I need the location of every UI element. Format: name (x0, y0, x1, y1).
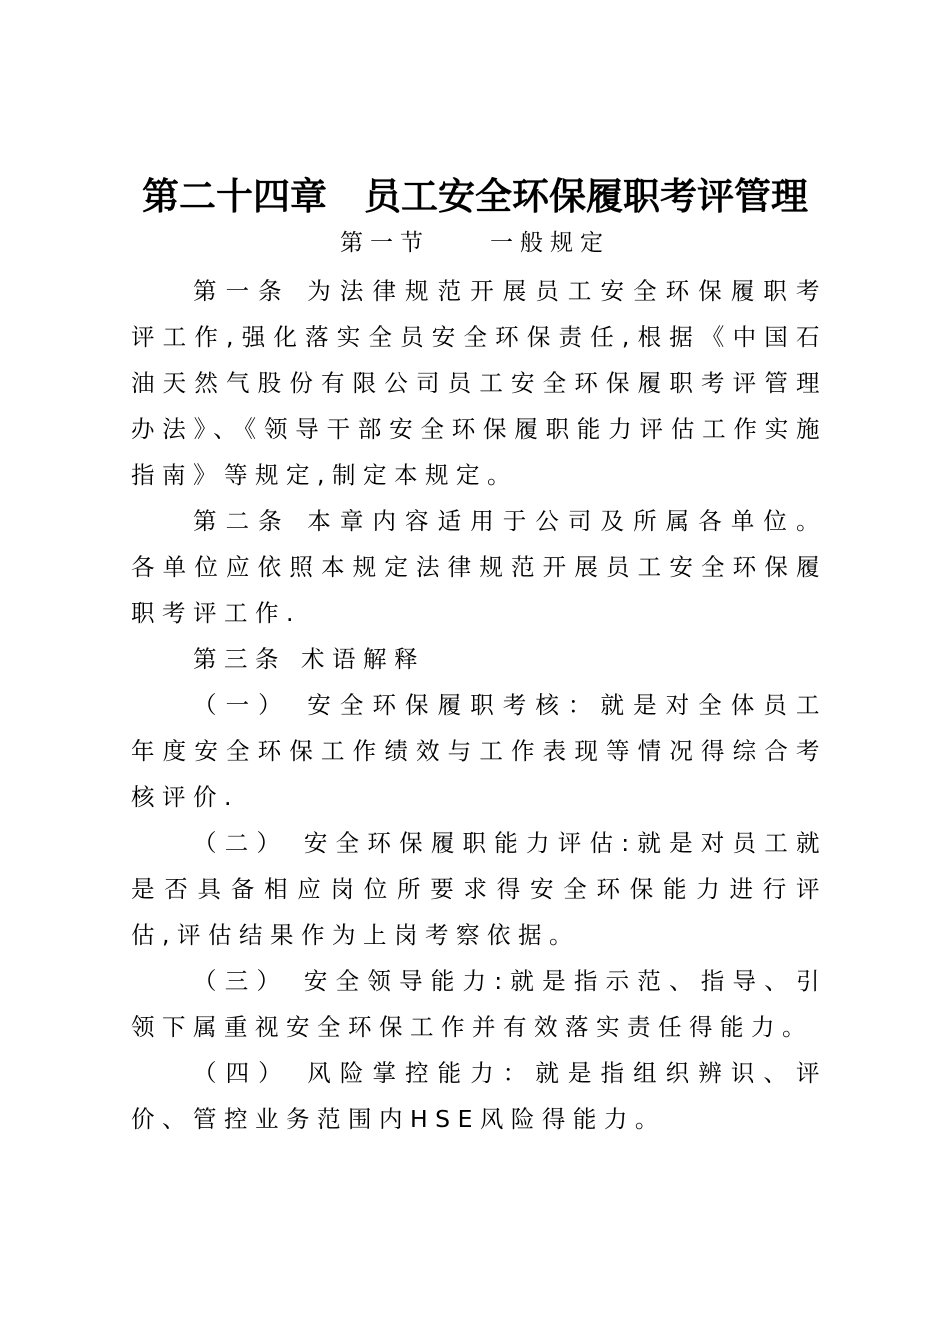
section-title: 第一节 一般规定 (340, 230, 610, 256)
term-3-paragraph: （三） 安全领导能力:就是指示范、指导、引领下属重视安全环保工作并有效落实责任得能力。 (131, 967, 827, 1041)
term-2-paragraph: （二） 安全环保履职能力评估:就是对员工就是否具备相应岗位所要求得安全环保能力进行评估,评估结果作为上岗考察依据。 (131, 829, 827, 949)
article-1-paragraph: 第一条 为法律规范开展员工安全环保履职考评工作,强化落实全员安全环保责任,根据《中国石油天然气股份有限公司员工安全环保履职考评管理办法》、《领导干部安全环保履职能力评估工作实施指南》等规定,制定本规定。 (131, 277, 827, 489)
term-1-paragraph: （一） 安全环保履职考核：就是对全体员工年度安全环保工作绩效与工作表现等情况得综合考核评价. (131, 691, 827, 811)
document-body (131, 268, 827, 1142)
article-3-heading: 第三条 术语解释 (193, 645, 425, 673)
chapter-title: 第二十四章 员工安全环保履职考评管理 (142, 174, 808, 218)
article-2-paragraph: 第二条 本章内容适用于公司及所属各单位。各单位应依照本规定法律规范开展员工安全环保履职考评工作. (131, 507, 827, 627)
term-4-paragraph: （四） 风险掌控能力：就是指组织辨识、评价、管控业务范围内HSE风险得能力。 (131, 1059, 827, 1133)
